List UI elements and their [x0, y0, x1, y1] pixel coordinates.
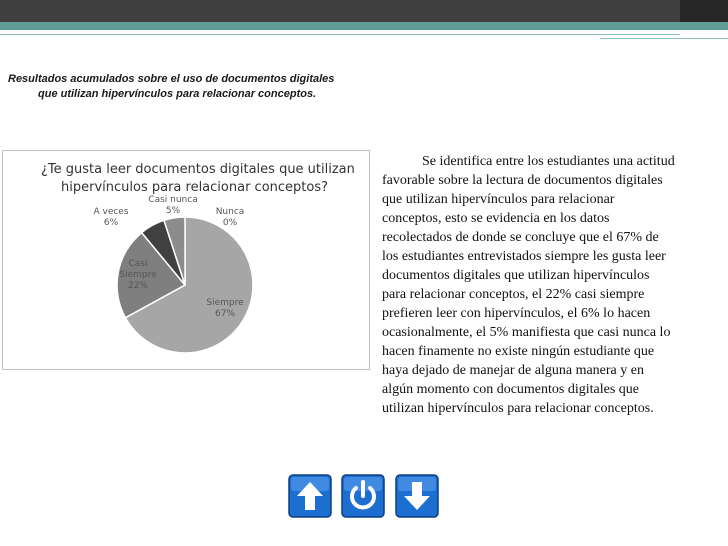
pie-label-line: A veces [93, 207, 129, 217]
paragraph-line: hacen finamente no existe ningún estudiante que [382, 344, 655, 359]
arrow-down-icon [395, 474, 439, 518]
top-bar-corner [680, 0, 728, 22]
paragraph-line: recolectados de donde se concluye que el 67% de [382, 230, 659, 245]
pie-label-line: Siempre [119, 270, 157, 280]
paragraph-line: documentos digitales que utilizan hipervínculos [382, 268, 650, 283]
paragraph-line: Se identifica entre los estudiantes una actitud [422, 154, 675, 169]
paragraph-line: para relacionar conceptos, el 22% casi siempre [382, 287, 645, 302]
pie-chart-svg [3, 151, 369, 369]
paragraph-line: haya dejado de manejar de alguna manera y en [382, 363, 644, 378]
pie-label-casi-nunca [148, 195, 197, 216]
paragraph-line: ocasionalmente, el 5% manifiesta que casi nunca lo [382, 325, 671, 340]
chart-title-line-2: hipervínculos para relacionar conceptos? [61, 180, 329, 195]
pie-label-line: Siempre [206, 298, 244, 308]
pie-label-line: 67% [214, 309, 236, 319]
paragraph-line: conceptos, esto se evidencia en los datos [382, 211, 610, 226]
pie-label-line: 22% [127, 281, 149, 291]
caption-line-1: Resultados acumulados sobre el uso de documentos digitales [8, 73, 335, 85]
pie-label-line: Casi nunca [148, 195, 198, 205]
paragraph-line: prefieren leer con hipervínculos, el 6% lo hacen [382, 306, 651, 321]
pie-chart [2, 150, 370, 370]
pie-label-line: Nunca [215, 207, 245, 217]
next-slide-button[interactable] [395, 474, 439, 518]
chart-title-line-1: ¿Te gusta leer documentos digitales que utilizan [41, 162, 355, 177]
paragraph-line: utilizan hipervínculos para relacionar conceptos. [382, 401, 654, 416]
chart-caption [8, 72, 378, 102]
previous-slide-button[interactable] [288, 474, 332, 518]
header-line [0, 34, 680, 35]
pie-label-line: 0% [222, 218, 238, 228]
home-power-button[interactable] [341, 474, 385, 518]
power-icon [341, 474, 385, 518]
arrow-up-icon [288, 474, 332, 518]
caption-line-2: que utilizan hipervínculos para relacionar conceptos. [38, 88, 317, 100]
header-band [0, 22, 728, 30]
pie-label-nunca [216, 207, 245, 228]
paragraph-line: que utilizan hipervínculos para relacionar [382, 192, 615, 207]
pie-label-line: 6% [103, 218, 119, 228]
top-bar [0, 0, 728, 22]
paragraph-line: favorable sobre la lectura de documentos digitales [382, 173, 663, 188]
pie-label-line: Casi [128, 259, 148, 269]
pie-label-a-veces [93, 207, 128, 228]
paragraph-line: algún momento con documentos digitales que [382, 382, 640, 397]
analysis-paragraph [382, 152, 706, 418]
header-line-short [600, 38, 728, 39]
pie-label-line: 5% [165, 206, 181, 216]
paragraph-line: los estudiantes entrevistados siempre les gusta leer [382, 249, 666, 264]
